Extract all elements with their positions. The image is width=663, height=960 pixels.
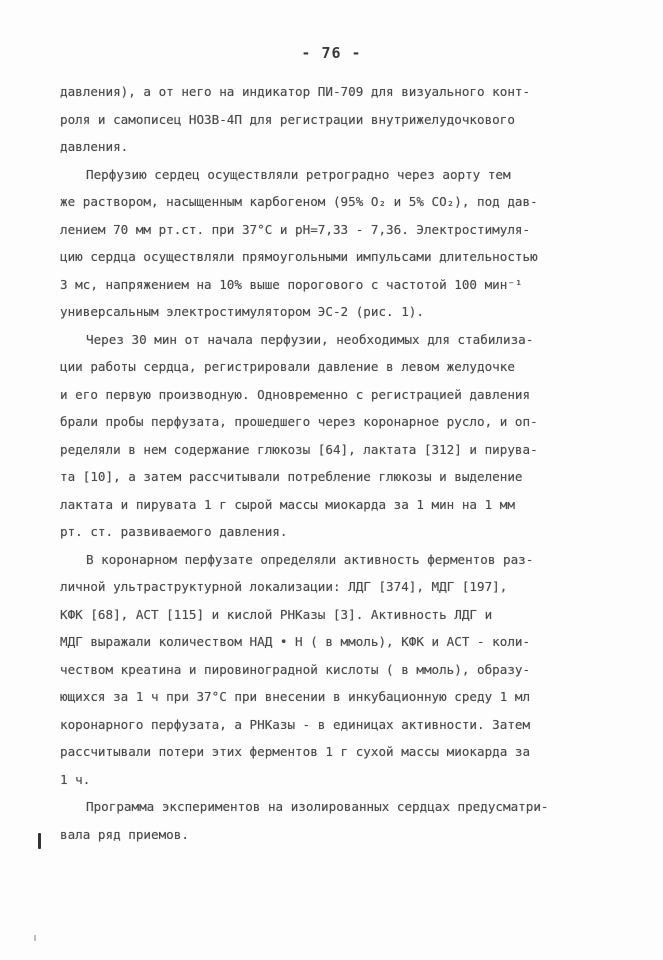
paragraph-1 (60, 78, 600, 161)
text-line: Перфузию сердец осуществляли ретроградно через аорту тем (86, 166, 511, 182)
paragraph-2 (60, 161, 600, 326)
text-line: брали пробы перфузата, прошедшего через коронарное русло, и оп- (60, 414, 538, 429)
text-line: лактата и пирувата 1 г сырой массы миокарда за 1 мин на 1 мм (60, 496, 515, 512)
paragraph-3 (60, 326, 600, 546)
text-line: роля и самописец НОЗВ-4П для регистрации внутрижелудочкового (60, 111, 515, 127)
text-line: рт. ст. развиваемого давления. (60, 524, 288, 539)
page-number: - 76 - (301, 44, 362, 62)
text-line: 3 мс, напряжением на 10% выше порогового с частотой 100 мин⁻¹ (60, 276, 523, 292)
text-line: коронарного перфузата, а РНКазы - в единицах активности. Затем (60, 716, 531, 732)
paragraph-5 (60, 793, 600, 848)
text-line: Через 30 мин от начала перфузии, необходимых для стабилиза- (86, 331, 534, 347)
scan-speck (34, 935, 36, 941)
text-line: В коронарном перфузате определяли активность ферментов раз- (86, 551, 534, 567)
text-line: Программа экспериментов на изолированных сердцах предусматри- (86, 799, 549, 814)
text-line: чеством креатина и пировиноградной кислоты ( в ммоль), образу- (60, 661, 531, 677)
text-line: универсальным электростимулятором ЭС-2 (рис. 1). (60, 304, 424, 319)
text-line: лением 70 мм рт.ст. при 37°С и рН=7,33 - 7,36. Электростимуля- (60, 221, 531, 237)
text-line: КФК [68], АСТ [115] и кислой РНКазы [3]. Активность ЛДГ и (60, 606, 493, 622)
text-line: давления. (60, 139, 129, 154)
text-line: же раствором, насыщенным карбогеном (95% O₂ и 5% CO₂), под дав- (60, 194, 538, 209)
text-line: та [10], а затем рассчитывали потребление глюкозы и выделение (60, 469, 523, 484)
body-text (60, 78, 600, 848)
margin-mark (38, 833, 41, 849)
text-line: рассчитывали потери этих ферментов 1 г сухой массы миокарда за (60, 744, 531, 759)
text-line: и его первую производную. Одновременно с регистрацией давления (60, 386, 531, 402)
text-line: цию сердца осуществляли прямоугольными импульсами длительностью (60, 249, 538, 264)
text-line: давления), а от него на индикатор ПИ-709 для визуального конт- (60, 84, 531, 99)
text-line: ющихся за 1 ч при 37°С при внесении в инкубационную среду 1 мл (60, 689, 531, 704)
text-line: 1 ч. (60, 771, 91, 787)
text-line: вала ряд приемов. (60, 826, 189, 842)
text-line: МДГ выражали количеством НАД • Н ( в ммоль), КФК и АСТ - коли- (60, 634, 531, 649)
paragraph-4 (60, 546, 600, 794)
text-line: личной ультраструктурной локализации: ЛДГ [374], МДГ [197], (60, 579, 508, 594)
text-line: ределяли в нем содержание глюкозы [64], лактата [312] и пирува- (60, 441, 538, 457)
text-line: ции работы сердца, регистрировали давление в левом желудочке (60, 359, 515, 374)
